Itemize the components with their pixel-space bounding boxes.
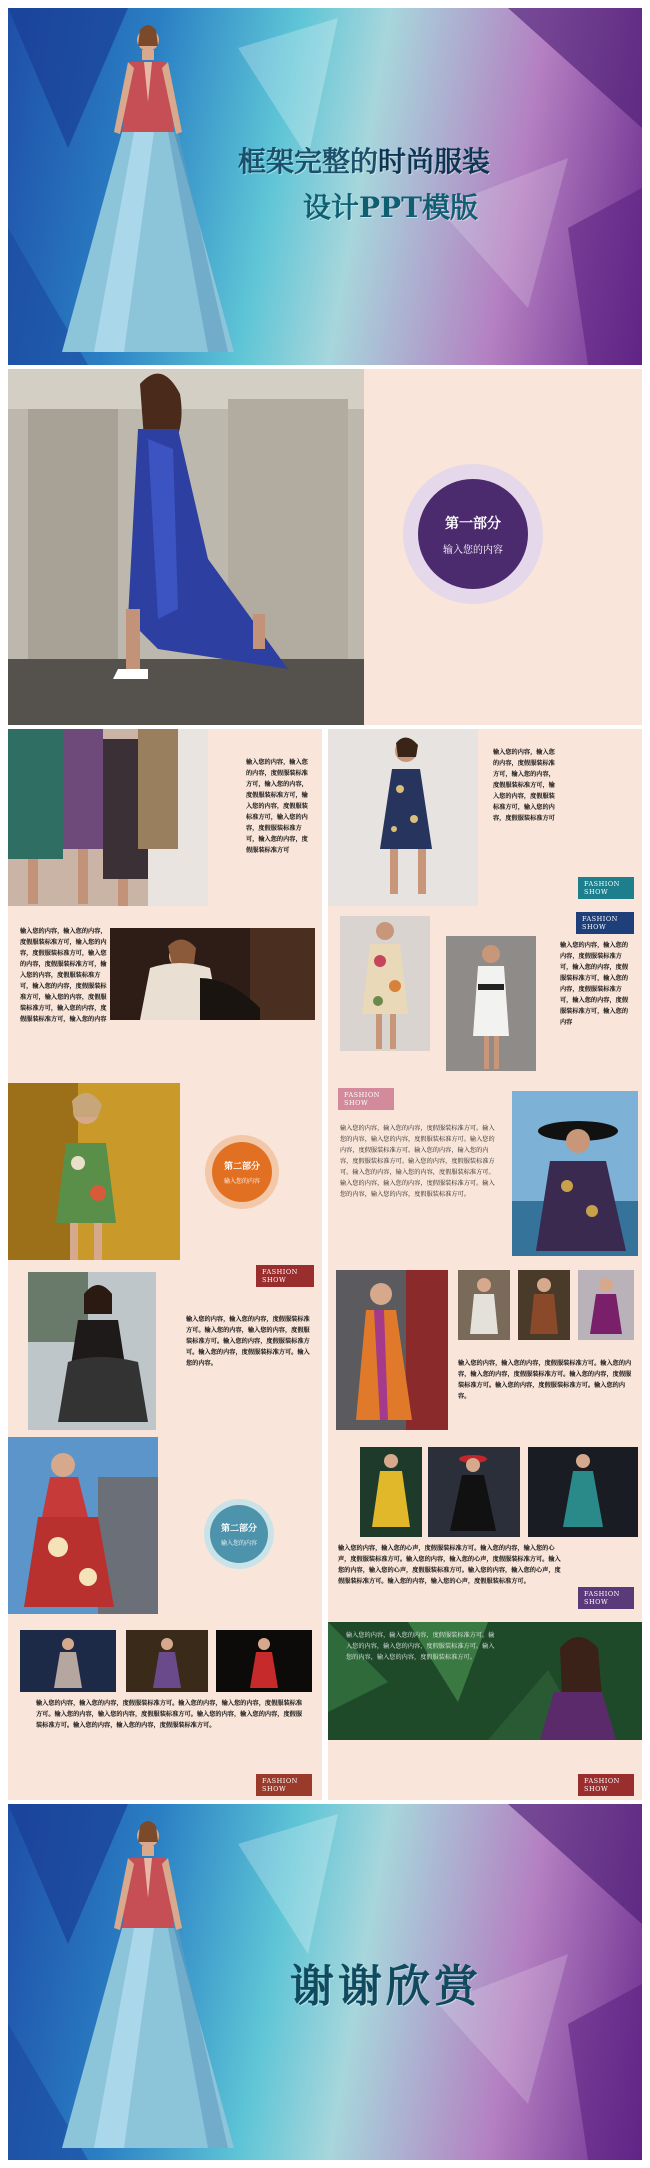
slide-7-text: 输入您的内容，输入您的心声，度假服装标准方可。输入您的内容，输入您的心声，度假服装标准方可。输入您的内容，输入您的心声，度假服装标准方可。输入您的内容，输入您的心声，度假服装标准方可。输入您的内容，输入您的心声，度假服装标准方可。输入您的内容，输入您的心声，度假服装标准方可。 <box>338 1545 561 1585</box>
teal-dress-photo <box>528 1447 638 1537</box>
slide-7-fashion-badge: FASHION SHOW <box>578 1587 634 1609</box>
black-hat-photo <box>512 1091 638 1256</box>
slide-4-left-panel <box>8 906 322 1083</box>
part-one-badge <box>403 464 543 604</box>
yellow-dress-photo <box>360 1447 422 1537</box>
part-two-a-subtitle: 输入您的内容 <box>223 1178 260 1185</box>
runway-models-photo <box>8 729 208 906</box>
slide-8-fashion-badge-b: FASHION SHOW <box>578 1774 634 1796</box>
tropical-dress-photo <box>8 1083 180 1260</box>
cover-title-part-b: 时尚服装 <box>378 145 491 178</box>
part-one-subtitle: 输入您的内容 <box>443 544 503 556</box>
cover-title-line2: 设计PPT模版 <box>303 191 478 224</box>
slide-4-fashion-badge: FASHION SHOW <box>576 912 634 934</box>
slide-4 <box>8 906 642 1083</box>
cover-title-line1 <box>238 140 490 180</box>
slide-3-right-panel <box>328 729 642 906</box>
orange-coat-photo <box>336 1270 448 1430</box>
slide-8-text-b: 输入您的内容，输入您的内容，度假服装标准方可。输入您的内容，输入您的内容，度假服装标准方可。输入您的内容，输入您的内容，度假服装标准方可。 <box>346 1632 495 1661</box>
ending-slide <box>8 1804 642 2160</box>
slide-4-right-panel <box>328 906 642 1083</box>
part-two-b-subtitle: 输入您的内容 <box>220 1540 257 1547</box>
slide-8-right-panel <box>328 1614 642 1800</box>
floral-dress-photo <box>328 729 478 906</box>
slide-6-text-a: 输入您的内容，输入您的内容，度假服装标准方可。输入您的内容，输入您的内容，度假服装标准方可。输入您的内容，度假服装标准方可。输入您的内容，度假服装标准方可。输入您的内容。 <box>186 1316 310 1367</box>
part-two-badge-b <box>204 1499 274 1569</box>
slide-6 <box>8 1260 642 1437</box>
part-one-badge-inner <box>418 479 528 589</box>
slide-4-text-a: 输入您的内容，输入您的内容，度假服装标准方可，输入您的内容，度假服装标准方可，输入您的内容，度假服装标准方可，输入您的内容，度假服装标准方可，输入您的内容，度假服装标准方可，输入您的内容，度假服装标准方可，输入您的内容，度假服装标准方可，输入您的内容 <box>20 928 107 1023</box>
part-two-badge-a <box>205 1135 279 1209</box>
slide-8-text-a: 输入您的内容，输入您的内容，度假服装标准方可。输入您的内容，输入您的内容，度假服装标准方可。输入您的内容，输入您的内容，度假服装标准方可。输入您的内容，输入您的内容，度假服装标准方可。输入您的内容，输入您的内容，度假服装标准方可。 <box>36 1700 303 1729</box>
cover-title-part-a: 框架完整的 <box>238 145 379 178</box>
white-dress-photo <box>446 936 536 1071</box>
blue-dress-photo <box>8 369 364 725</box>
slide-5-fashion-badge: FASHION SHOW <box>338 1088 394 1110</box>
slide-7-left-panel <box>8 1437 322 1614</box>
slide-8-left-panel <box>8 1614 322 1800</box>
slide-3 <box>8 729 642 906</box>
slide-5-text: 输入您的内容，输入您的内容，度假服装标准方可。输入您的内容，输入您的内容，度假服装标准方可。输入您的内容，度假服装标准方可。输入您的内容，输入您的内容，度假服装标准方可。输入您的内容，度假服装标准方可。输入您的内容，输入您的内容，度假服装标准方可。输入您的内容，输入您的内容，度假服装标准方可。输入您的内容，输入您的内容，度假服装标准方可。 <box>340 1125 495 1198</box>
slide-6-left-panel <box>8 1260 322 1437</box>
print-dress-photo <box>340 916 430 1051</box>
slide-5-right-panel <box>328 1083 642 1260</box>
floral-skirt-photo <box>8 1437 158 1614</box>
slide-5 <box>8 1083 642 1260</box>
part-two-badge-b-inner <box>210 1505 268 1563</box>
slide-5-left-panel <box>8 1083 322 1260</box>
cover-gown-illustration <box>48 18 248 358</box>
ending-title: 谢谢欣赏 <box>290 1961 482 2012</box>
slide-6-fashion-badge: FASHION SHOW <box>256 1265 314 1287</box>
small-photo-2 <box>518 1270 570 1340</box>
black-dress-red-hat-photo <box>428 1447 520 1537</box>
slide-3-text-a: 输入您的内容，输入您的内容，度假服装标准方可，输入您的内容，度假服装标准方可，输入您的内容，度假服装标准方可，输入您的内容，度假服装标准方可，输入您的内容，度假服装标准方可 <box>246 759 308 854</box>
cover-slide <box>8 8 642 365</box>
slide-3-fashion-badge: FASHION SHOW <box>578 877 634 899</box>
slide-3-left-panel <box>8 729 322 906</box>
slide-7-right-panel <box>328 1437 642 1614</box>
slide-4-text-b: 输入您的内容，输入您的内容，度假服装标准方可，输入您的内容，度假服装标准方可，输入您的内容，度假服装标准方可，输入您的内容，度假服装标准方可，输入您的内容 <box>560 942 629 1026</box>
fur-coat-photo <box>110 928 315 1020</box>
small-photo-1 <box>458 1270 510 1340</box>
part-one-slide <box>8 369 642 725</box>
runway-photo-2 <box>126 1630 208 1692</box>
black-lace-photo <box>28 1272 156 1430</box>
slide-8-fashion-badge-a: FASHION SHOW <box>256 1774 312 1796</box>
slide-3-text-b: 输入您的内容，输入您的内容，度假服装标准方可，输入您的内容，度假服装标准方可，输入您的内容，度假服装标准方可，输入您的内容，度假服装标准方可 <box>493 749 555 822</box>
slide-6-text-b: 输入您的内容，输入您的内容，度假服装标准方可。输入您的内容，输入您的内容，度假服装标准方可。输入您的内容，度假服装标准方可。输入您的内容，度假服装标准方可。输入您的内容。 <box>458 1360 632 1400</box>
small-photo-3 <box>578 1270 634 1340</box>
slide-7 <box>8 1437 642 1614</box>
ending-gown-illustration <box>48 1814 248 2154</box>
part-one-title: 第一部分 <box>445 515 501 532</box>
part-two-a-title: 第二部分 <box>223 1162 260 1172</box>
slide-6-right-panel <box>328 1260 642 1437</box>
part-two-badge-a-inner <box>212 1142 272 1202</box>
slide-8 <box>8 1614 642 1800</box>
runway-photo-1 <box>20 1630 116 1692</box>
runway-photo-3 <box>216 1630 312 1692</box>
part-two-b-title: 第二部分 <box>220 1524 257 1534</box>
